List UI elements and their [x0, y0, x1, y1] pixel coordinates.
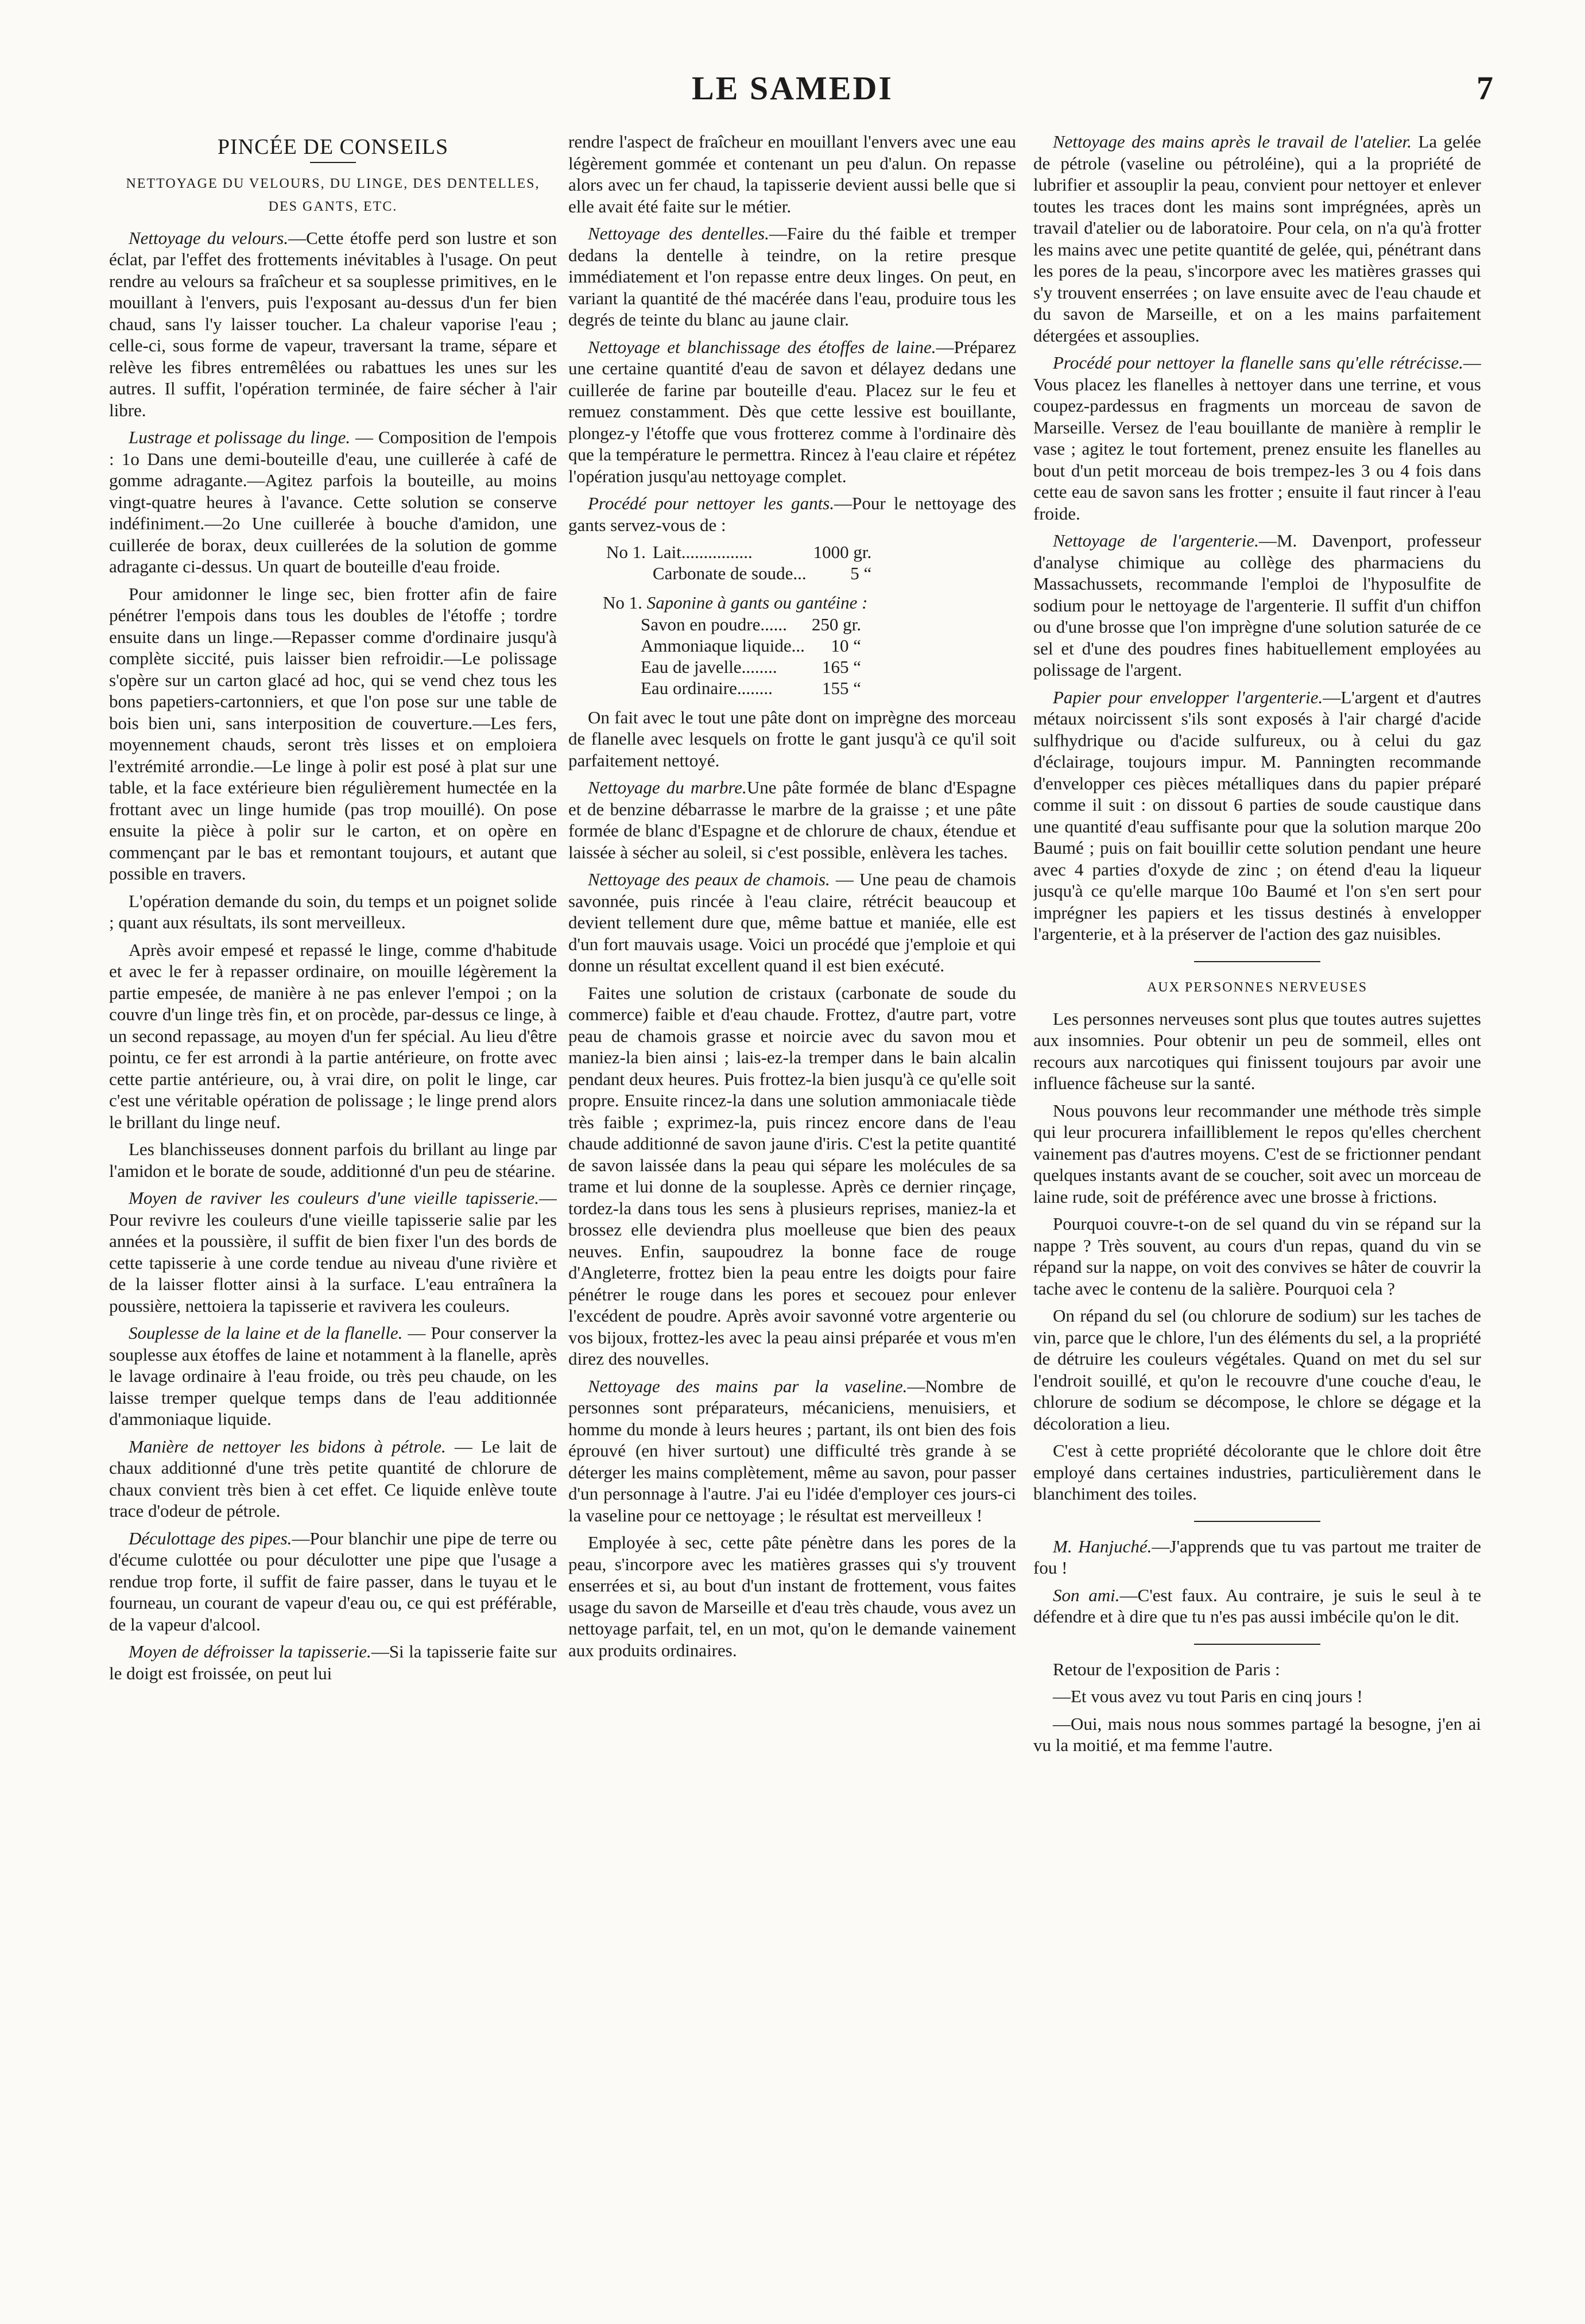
paragraph: [568, 1376, 1016, 1527]
joke-text: —C'est faux. Au contraire, je suis le seul à te défendre et à dire que tu n'es pas aussi imbécile qu'on le dit.: [1033, 1585, 1481, 1626]
section-subtitle: NETTOYAGE DU VELOURS, DU LINGE, DES DENTELLES, DES GANTS, ETC.: [126, 176, 540, 214]
paragraph-text: —Si la tapisserie faite sur le doigt est froissée, on peut lui: [109, 1641, 557, 1683]
paragraph-text: —Cette étoffe perd son lustre et son éclat, par l'effet des frottements inévitables à l'usage. On peut rendre au velours sa fraîcheur et sa souplesse primitives, en le mouillant à l'envers, puis l'exposant au-dessus d'un fer bien chaud, sans l'y laisser toucher. La chaleur vaporise l'eau ; celle-ci, sous forme de vapeur, traversant la trame, sépare et relève les fibres entremêlées ou rabattues les unes sur les autres. Il suffit, l'opération terminée, de faire sécher à l'air libre.: [109, 227, 557, 420]
ingredient-name: Eau de javelle........: [641, 656, 777, 677]
formula-heading: [603, 592, 1016, 614]
paragraph-heading: Nettoyage de l'argenterie.: [1053, 530, 1259, 551]
page-header-title: LE SAMEDI: [692, 69, 893, 107]
paragraph-heading: Moyen de défroisser la tapisserie.: [129, 1641, 371, 1661]
table-row: [637, 635, 865, 656]
formula-label: No 1.: [606, 542, 646, 562]
formula-title: Saponine à gants ou gantéine :: [646, 592, 868, 613]
paragraph-heading: Nettoyage et blanchissage des étoffes de laine.: [588, 336, 936, 357]
paragraph: Les personnes nerveuses sont plus que toutes autres sujettes aux insomnies. Pour obtenir un peu de sommeil, elles ont recours aux narcotiques qui finissent toujours par avoir une influence fâcheuse sur la santé.: [1033, 1008, 1481, 1093]
section-title: PINCÉE DE CONSEILS: [217, 135, 449, 159]
section-divider: [1194, 1521, 1320, 1522]
paragraph: Pour amidonner le linge sec, bien frotter afin de faire pénétrer l'empois dans tous les doubles de l'étoffe ; tordre ensuite dans un linge.—Repasser comme d'ordinaire jusqu'à complète siccité, puis laisser bien refroidir.—Le polissage s'opère sur un carton glacé ad hoc, qui se vend chez tous les bons papetiers-cartonniers, et que l'on pose sur une table de bois bien uni, sans interposition de couverture.—Les fers, moyennement chauds, seront très lisses et on emploiera l'extrémité arrondie.—Le linge à polir est posé à plat sur une table, et la face extérieure bien régulièrement humectée en la frottant avec un linge humide (pas trop mouillé). On pose ensuite la pièce à polir sur le carton, et on opère en commençant par le bas et remontant toujours, et autant que possible en travers.: [109, 583, 557, 884]
paragraph: rendre l'aspect de fraîcheur en mouillant l'envers avec une eau légèrement gommée et contenant un peu d'alun. On repasse alors avec un fer chaud, la tapisserie devient aussi belle que si elle avait été faite sur le métier.: [568, 131, 1016, 216]
page-number: 7: [1477, 69, 1493, 107]
ingredient-name: Eau ordinaire........: [641, 677, 773, 698]
ingredient-quantity: 155 “: [821, 677, 861, 698]
column-3: [1033, 131, 1481, 2295]
paragraph-text: — Pour conserver la souplesse aux étoffes de laine et notamment à la flanelle, après le lavage ordinaire à l'eau froide, ou très peu chaude, on les laisse tremper quelque temps dans de l'eau additionnée d'ammoniaque liquide.: [109, 1323, 557, 1429]
paragraph-heading: Nettoyage des mains par la vaseline.: [588, 1376, 908, 1396]
paragraph: [109, 1187, 557, 1316]
paragraph: [568, 777, 1016, 863]
paragraph: [568, 493, 1016, 536]
paragraph-text: —Pour le nettoyage des gants servez-vous de :: [568, 493, 1016, 535]
paragraph: Employée à sec, cette pâte pénètre dans les pores de la peau, s'incorpore avec les matières grasses qui s'y trouvent enserrées et si, au bout d'un instant de frottement, vous faites usage du savon de Marseille et d'eau très chaude, vous avez un nettoyage parfait, tel, en un mot, qu'on le demande vainement aux produits ordinaires.: [568, 1532, 1016, 1660]
section-divider: [1194, 1644, 1320, 1645]
paragraph: On répand du sel (ou chlorure de sodium) sur les taches de vin, parce que le chlore, l'un des éléments du sel, a la propriété de détruire les couleurs végétales. Quand on met du sel sur l'endroit souillé, et qu'on le recouvre d'une couche d'eau, le chlorure de sodium se décompose, le chlore se dégage et la décoloration a lieu.: [1033, 1306, 1481, 1434]
speaker-name: M. Hanjuché.: [1053, 1536, 1152, 1556]
paragraph: [109, 1322, 557, 1430]
paragraph-heading: Papier pour envelopper l'argenterie.: [1053, 687, 1323, 707]
paragraph-heading: Nettoyage des peaux de chamois.: [588, 869, 830, 889]
paragraph-heading: Déculottage des pipes.: [129, 1528, 292, 1548]
paragraph: C'est à cette propriété décolorante que le chlore doit être employé dans certaines industries, particulièrement dans le blanchiment des toiles.: [1033, 1440, 1481, 1504]
ingredient-quantity: 165 “: [821, 656, 861, 677]
paragraph-text: —Vous placez les flanelles à nettoyer dans une terrine, et vous coupez-pardessus en fragments un morceau de savon de Marseille. Versez de l'eau bouillante de manière à remplir le vase ; agitez le tout fortement, prenez ensuite les flanelles au bout d'un petit morceau de bois trempez-les 3 ou 4 fois dans cette eau de savon sans les frotter ; ensuite il faut rincer à l'eau froide.: [1033, 353, 1481, 524]
paragraph-heading: Nettoyage des mains après le travail de l'atelier.: [1053, 131, 1412, 152]
paragraph-heading: Procédé pour nettoyer la flanelle sans qu'elle rétrécisse.: [1053, 353, 1463, 373]
table-row: [603, 563, 875, 584]
paragraph: [1033, 687, 1481, 945]
paragraph-heading: Manière de nettoyer les bidons à pétrole.: [129, 1436, 446, 1457]
paragraph: Faites une solution de cristaux (carbonate de soude du commerce) faible et d'eau chaude. Frottez, d'autre part, votre peau de chamois grasse et noircie avec du savon mou et maniez-la bien ainsi ; lais-ez-la tremper dans le bain alcalin pendant deux heures. Puis frottez-la bien jusqu'à ce qu'elle soit propre. Ensuite rincez-la dans une solution ammoniacale tiède très faible ; exprimez-la, puis rincez encore dans de l'eau chaude additionné de savon jaune d'iris. C'est la petite quantité de savon laissée dans la peau qui sépare les molécules de sa trame et lui donne de la souplesse. Après ce dernier rinçage, tordez-la dans tous les sens à plusieurs reprises, maniez-la et brossez elle deviendra plus moelleuse que bien des peaux neuves. Enfin, saupoudrez la bonne face de rouge d'Angleterre, frottez bien la peau entre les doigts pour faire pénétrer le rouge dans les pores et secouez pour enlever l'excédent de poudre. Après avoir savonné votre argenterie ou vos bijoux, frottez-les avec la peau ainsi préparée et vous m'en direz des nouvelles.: [568, 982, 1016, 1369]
paragraph: Pourquoi couvre-t-on de sel quand du vin se répand sur la nappe ? Très souvent, au cours d'un repas, quand du vin se répand sur la nappe, on voit des convives se hâter de couvrir la tache avec le contenu de la salière. Pourquoi cela ?: [1033, 1214, 1481, 1299]
paragraph: [1033, 352, 1481, 524]
section-divider: [1194, 961, 1320, 962]
recipe-formula-1: [603, 541, 1016, 584]
ingredient-quantity: 250 gr.: [811, 614, 861, 634]
paragraph-heading: Nettoyage du velours.: [129, 227, 289, 248]
paragraph: Après avoir empesé et repassé le linge, comme d'habitude et avec le fer à repasser ordinaire, on mouille légèrement la partie empesée, de manière à ne pas enlever l'empoi ; on la couvre d'un linge très fin, et on procède, par-dessus ce linge, à un second repassage, au moyen d'un fer spécial. Au lieu d'être pointu, ce fer est arrondi à la partie antérieure, on frotte avec cette partie antérieure, ou, à vrai dire, on polit le linge, car c'est une véritable opération de polissage ; le linge prend alors le brillant du linge neuf.: [109, 939, 557, 1132]
paragraph-heading: Lustrage et polissage du linge.: [129, 427, 351, 447]
paragraph-text: — Composition de l'empois : 1o Dans une demi-bouteille d'eau, une cuillerée à café de gomme adragante.—Agitez parfois la bouteille, au moins vingt-quatre heures à l'avance. Cette solution se conserve indéfiniment.—2o Une cuillerée à bouche d'amidon, une cuillerée de borax, deux cuillerées de la solution de gomme adragante ci-dessus. Un quart de bouteille d'eau froide.: [109, 427, 557, 576]
recipe-formula-2: [603, 592, 1016, 699]
ingredient-quantity: 10 “: [831, 635, 861, 656]
column-2: [568, 131, 1016, 2295]
paragraph-text: —Nombre de personnes sont préparateurs, mécaniciens, menuisiers, et homme du monde à leurs heures ; partant, ils ont bien des fois éprouvé (en hiver surtout) une difficulté très grande à se déterger les mains complètement, même au savon, pour passer d'un personnage à l'autre. J'ai eu l'idée d'employer ces jours-ci la vaseline pour ce nettoyage ; le résultat est merveilleux !: [568, 1376, 1016, 1525]
ingredient-name: Ammoniaque liquide...: [641, 635, 805, 656]
title-rule: [310, 162, 356, 163]
formula-table: [603, 541, 875, 584]
paragraph: [109, 1436, 557, 1522]
paragraph: [1033, 530, 1481, 681]
formula-table: [637, 614, 865, 699]
paragraph: [568, 869, 1016, 977]
table-row: [637, 614, 865, 635]
paragraph-text: La gelée de pétrole (vaseline ou pétroléine), qui a la propriété de lubrifier et assouplir la peau, convient pour nettoyer et enlever toutes les traces dont les mains sont imprégnées, après un travail d'atelier ou de laboratoire. Pour cela, on n'a qu'à frotter les mains avec une petite quantité de gelée, qui, pénétrant dans les pores de la peau, s'incorpore avec les matières grasses qui s'y trouvent enserrées ; on lave ensuite avec de l'eau chaude et du savon de Marseille, et on a les mains parfaitement détergées et assouplies.: [1033, 131, 1481, 346]
joke-line: —Et vous avez vu tout Paris en cinq jours !: [1053, 1686, 1363, 1706]
joke-text: —J'apprends que tu vas partout me traiter de fou !: [1033, 1536, 1481, 1578]
paragraph-heading: Nettoyage du marbre.: [588, 777, 747, 797]
paragraph: [109, 427, 557, 578]
column-1: [109, 131, 557, 2295]
paragraph-heading: Moyen de raviver les couleurs d'une vieille tapisserie.: [129, 1188, 539, 1208]
joke-line: Retour de l'exposition de Paris :: [1053, 1659, 1280, 1679]
paragraph: Les blanchisseuses donnent parfois du brillant au linge par l'amidon et le borate de soude, additionné d'un peu de stéarine.: [109, 1139, 557, 1181]
table-row: [603, 541, 875, 563]
paragraph-text: — Le lait de chaux additionné d'une très petite quantité de chlorure de chaux convient très bien à cet effet. Ce liquide enlève toute trace d'odeur de pétrole.: [109, 1436, 557, 1521]
ingredient-name: Carbonate de soude...: [652, 563, 807, 583]
section-subtitle: AUX PERSONNES NERVEUSES: [1146, 979, 1368, 995]
paragraph: [1033, 131, 1481, 346]
paragraph: L'opération demande du soin, du temps et un poignet solide ; quant aux résultats, ils sont merveilleux.: [109, 890, 557, 932]
joke-line: [1033, 1536, 1481, 1579]
paragraph-text: —Pour revivre les couleurs d'une vieille tapisserie salie par les années et la poussière, il suffit de bien fixer l'un des bords de cette tapisserie à une corde tendue au niveau d'une rivière et de la laisser flotter ainsi à la surface. L'eau entraînera la poussière, nettoiera la tapisserie et ravivera les couleurs.: [109, 1188, 557, 1316]
paragraph-heading: Souplesse de la laine et de la flanelle.: [129, 1323, 403, 1343]
paragraph-text: Une pâte formée de blanc d'Espagne et de benzine débarrasse le marbre de la graisse ; et une pâte formée de blanc d'Espagne et de chlorure de chaux, étendue et laissée à sécher au soleil, si c'est possible, enlèvera les taches.: [568, 777, 1016, 862]
paragraph-text: —L'argent et d'autres métaux noircissent s'ils sont exposés à l'air chargé d'acide sulfhydrique ou d'acide sulfureux, ou à celui du gaz d'éclairage, toujours impur. M. Panningten recommande d'envelopper ces pièces métalliques dans du papier préparé comme il suit : on dissout 6 parties de soude caustique dans une quantité d'eau suffisante pour que la solution marque 20o Baumé ; puis on fait bouillir cette solution pendant une heure avec 4 parties d'oxyde de zinc ; on étend d'eau la liqueur jusqu'à ce qu'elle marque 10o Baumé et l'on s'en sert pour imprégner les papiers et les tissus destinés à envelopper l'argenterie, et à la préserver de l'action des gaz nuisibles.: [1033, 687, 1481, 944]
paragraph-heading: Procédé pour nettoyer les gants.: [588, 493, 835, 513]
ingredient-quantity: 1000 gr.: [813, 542, 872, 562]
paragraph-text: —Faire du thé faible et tremper dedans la dentelle à teindre, on la retire presque immédiatement et l'on repasse entre deux linges. On peut, en variant la quantité de thé macérée dans l'eau, produire tous les degrés de teinte du blanc au jaune clair.: [568, 223, 1016, 330]
paragraph: On fait avec le tout une pâte dont on imprègne des morceau de flanelle avec lesquels on frotte le gant jusqu'à ce qu'il soit parfaitement nettoyé.: [568, 707, 1016, 770]
paragraph: [109, 227, 557, 421]
joke-line: [1033, 1585, 1481, 1628]
paragraph-text: —Pour blanchir une pipe de terre ou d'écume culottée ou pour déculotter une pipe que l'usage a rendue trop forte, il suffit de faire passer, dans le tuyau et le fourneau, un courant de vapeur d'eau ou, ce qui est préférable, de la vapeur d'alcool.: [109, 1528, 557, 1634]
paragraph: [109, 1528, 557, 1636]
formula-label: No 1.: [603, 592, 642, 613]
paragraph: [568, 223, 1016, 331]
joke-line: —Oui, mais nous nous sommes partagé la besogne, j'en ai vu la moitié, et ma femme l'autre.: [1033, 1713, 1481, 1755]
paragraph: Nous pouvons leur recommander une méthode très simple qui leur procurera infailliblement le repos qu'elles cherchent vainement pas d'autres moyens. C'est de se frictionner pendant quelques instants avant de se coucher, soit avec un morceau de laine rude, soit de préférence avec une brosse à frictions.: [1033, 1100, 1481, 1207]
paragraph-text: —M. Davenport, professeur d'analyse chimique au collège des pharmaciens du Massachussets, recommande l'emploi de l'hyposulfite de sodium pour le nettoyage de l'argenterie. Il suffit d'un chiffon ou d'une brosse que l'on imprègne d'une solution saturée de ce sel et d'une des poudres fines habituellement employées au polissage de l'argent.: [1033, 530, 1481, 680]
speaker-name: Son ami.: [1053, 1585, 1120, 1605]
paragraph-text: — Une peau de chamois savonnée, puis rincée à l'eau claire, rétrécit beaucoup et devient tellement dure que, même battue et maniée, elle est d'un fort mauvais usage. Voici un procédé que j'emploie et qui donne un résultat excellent quand il est bien exécuté.: [568, 869, 1016, 975]
ingredient-quantity: 5 “: [850, 563, 872, 583]
paragraph-heading: Nettoyage des dentelles.: [588, 223, 769, 243]
table-row: [637, 656, 865, 677]
ingredient-name: Lait................: [652, 542, 753, 562]
paragraph: [109, 1641, 557, 1684]
ingredient-name: Savon en poudre......: [641, 614, 787, 634]
paragraph: [568, 336, 1016, 487]
paragraph-text: —Préparez une certaine quantité d'eau de savon et délayez dedans une cuillerée de farine par bouteille d'eau. Placez sur le feu et remuez constamment. Dès que cette lessive est bouillante, plongez-y l'étoffe que vous frotterez comme à l'ordinaire dès que la température le permettra. Rincez à l'eau claire et répétez l'opération jusqu'au nettoyage complet.: [568, 336, 1016, 486]
table-row: [637, 677, 865, 699]
